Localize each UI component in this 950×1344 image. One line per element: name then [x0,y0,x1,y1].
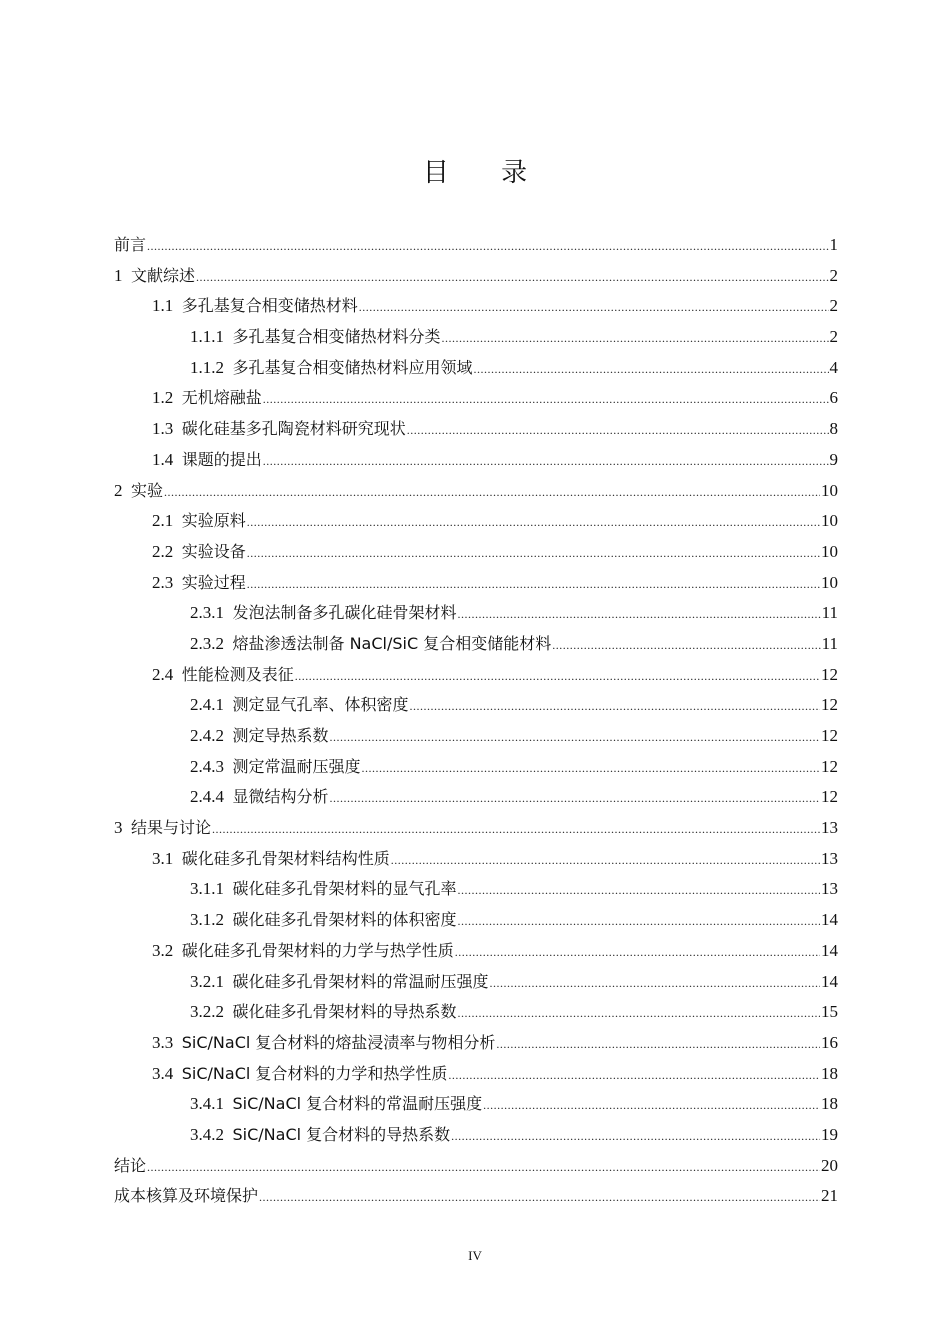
toc-leader-dots [330,783,820,814]
toc-entry-page: 16 [821,1032,838,1052]
toc-leader-dots [451,1121,820,1152]
toc-entry[interactable] [114,322,838,353]
toc-entry-page: 12 [821,787,838,807]
toc-entry-number: 1.1.2 [190,357,224,377]
toc-entry-page: 2 [829,296,838,316]
toc-entry-label [190,629,551,660]
toc-entry[interactable] [114,353,838,384]
toc-entry[interactable] [114,874,838,905]
toc-entry-text: 多孔基复合相变储热材料 [181,296,358,316]
toc-leader-dots [196,262,828,293]
toc-leader-dots [263,384,829,415]
toc-leader-dots [147,1152,820,1183]
toc-entry[interactable] [114,782,838,813]
toc-entry-page: 11 [821,633,838,653]
toc-leader-dots [458,599,821,630]
toc-entry-label [152,660,294,691]
toc-entry-text: 碳化硅多孔骨架材料结构性质 [181,848,390,868]
toc-entry-text: SiC/NaCl 复合材料的导热系数 [232,1124,451,1144]
toc-entry-label [190,905,457,936]
toc-entry-page: 12 [821,695,838,715]
toc-leader-dots [455,937,820,968]
toc-entry[interactable] [114,537,838,568]
toc-entry-number: 3.2 [152,940,174,960]
toc-entry-page: 4 [829,357,838,377]
toc-entry-number: 2.3.2 [190,633,224,653]
toc-entry-page: 21 [821,1186,838,1206]
toc-entry-page: 15 [821,1002,838,1022]
toc-entry-number: 3.4.2 [190,1124,224,1144]
toc-entry-label [152,568,246,599]
toc-entry-label [190,721,329,752]
toc-entry-label [152,537,246,568]
toc-entry-label [152,383,262,414]
toc-entry[interactable] [114,1028,838,1059]
toc-leader-dots [496,1029,820,1060]
toc-entry-number: 2.4.4 [190,787,224,807]
toc-entry-text: 测定常温耐压强度 [232,756,361,776]
toc-entry-label [152,844,390,875]
toc-entry-page: 14 [821,971,838,991]
toc-entry-text: 结论 [114,1155,147,1175]
toc-entry[interactable] [114,230,838,261]
toc-entry-page: 19 [821,1124,838,1144]
toc-entry[interactable] [114,844,838,875]
toc-entry-number: 3.4.1 [190,1094,224,1114]
toc-leader-dots [362,753,820,784]
toc-entry-label [114,476,163,507]
toc-entry-number: 3.1.1 [190,879,224,899]
toc-entry-text: 实验设备 [181,541,246,561]
toc-entry-page: 1 [829,235,838,254]
toc-entry[interactable] [114,1151,838,1182]
toc-entry-label [152,291,358,322]
toc-entry-label [190,598,457,629]
toc-entry[interactable] [114,261,838,292]
toc-entry-text: 课题的提出 [181,449,262,469]
toc-entry-number: 3.2.2 [190,1002,224,1022]
toc-entry-text: 显微结构分析 [232,787,329,807]
toc-entry[interactable] [114,1089,838,1120]
toc-entry[interactable] [114,414,838,445]
toc-leader-dots [458,998,820,1029]
toc-entry-text: 熔盐渗透法制备 NaCl/SiC 复合相变储能材料 [232,633,552,653]
toc-entry-label [114,261,195,292]
toc-entry-label [190,752,361,783]
toc-entry-label [190,1120,450,1151]
toc-entry[interactable] [114,752,838,783]
toc-entry-text: SiC/NaCl 复合材料的力学和热学性质 [181,1063,448,1083]
toc-entry-label [152,1059,447,1090]
toc-entry-number: 2.4.3 [190,756,224,776]
toc-entry-number: 1.1 [152,296,174,316]
toc-entry-text: SiC/NaCl 复合材料的常温耐压强度 [232,1094,483,1114]
toc-entry-text: 多孔基复合相变储热材料分类 [232,327,441,347]
toc-entry-page: 12 [821,756,838,776]
toc-leader-dots [247,569,820,600]
toc-entry-text: 碳化硅多孔骨架材料的导热系数 [232,1002,457,1022]
toc-leader-dots [359,292,829,323]
toc-entry-text: 实验原料 [181,511,246,531]
toc-leader-dots [212,814,820,845]
toc-entry[interactable] [114,598,838,629]
toc-leader-dots [247,538,820,569]
toc-leader-dots [263,446,829,477]
toc-entry-text: 发泡法制备多孔碳化硅骨架材料 [232,603,457,623]
toc-entry[interactable] [114,813,838,844]
toc-entry[interactable] [114,967,838,998]
toc-entry[interactable] [114,1059,838,1090]
toc-entry-page: 13 [821,879,838,899]
toc-entry[interactable] [114,629,838,660]
toc-entry-label [190,322,441,353]
toc-leader-dots [407,415,829,446]
toc-entry-text: SiC/NaCl 复合材料的熔盐浸渍率与物相分析 [181,1032,496,1052]
toc-entry-label [152,936,454,967]
toc-entry-number: 3.1 [152,848,174,868]
toc-entry-text: 多孔基复合相变储热材料应用领域 [232,357,473,377]
toc-entry-label [152,414,406,445]
toc-entry-number: 2.2 [152,541,174,561]
toc-leader-dots [552,630,820,661]
toc-entry-number: 1.4 [152,449,174,469]
toc-entry[interactable] [114,383,838,414]
toc-entry[interactable] [114,1181,838,1212]
toc-leader-dots [474,354,829,385]
toc-entry[interactable] [114,476,838,507]
toc-entry-page: 13 [821,818,838,838]
toc-entry-number: 1.3 [152,419,174,439]
toc-entry[interactable] [114,660,838,691]
toc-entry-text: 测定显气孔率、体积密度 [232,695,409,715]
toc-entry-label [114,813,211,844]
toc-entry[interactable] [114,445,838,476]
toc-entry-number: 2.4.1 [190,695,224,715]
toc-entry-label [152,445,262,476]
toc-entry-text: 文献综述 [131,265,196,285]
toc-entry-page: 12 [821,664,838,684]
toc-entry-text: 结果与讨论 [131,818,212,838]
toc-entry-number: 3.4 [152,1063,174,1083]
toc-entry[interactable] [114,568,838,599]
toc-entry-text: 性能检测及表征 [181,664,294,684]
toc-entry-number: 3.2.1 [190,971,224,991]
toc-entry-label [190,690,409,721]
toc-entry-number: 2.4.2 [190,726,224,745]
toc-leader-dots [458,875,820,906]
toc-entry-number: 1 [114,265,123,285]
toc-entry-page: 12 [821,726,838,745]
toc-entry[interactable] [114,721,838,752]
toc-entry-text: 无机熔融盐 [181,388,262,408]
toc-entry-text: 碳化硅多孔骨架材料的显气孔率 [232,879,457,899]
toc-entry-label [190,782,329,813]
toc-entry-label [190,353,473,384]
toc-entry-text: 测定导热系数 [232,726,329,745]
toc-entry-page: 10 [821,572,838,592]
toc-entry-page: 14 [821,940,838,960]
toc-leader-dots [295,661,820,692]
toc-entry-text: 碳化硅多孔骨架材料的体积密度 [232,910,457,930]
toc-entry-page: 10 [821,511,838,531]
toc-leader-dots [247,507,820,538]
toc-entry-label [190,997,457,1028]
toc-entry-label [190,1089,482,1120]
toc-entry-page: 10 [821,480,838,500]
toc-leader-dots [410,691,820,722]
toc-entry[interactable] [114,506,838,537]
toc-entry[interactable] [114,690,838,721]
toc-entry-page: 11 [821,603,838,623]
toc-entry-text: 成本核算及环境保护 [114,1186,259,1206]
toc-leader-dots [164,477,820,508]
page-title: 目 录 [422,158,550,188]
toc-entry-page: 2 [829,327,838,347]
toc-entry-number: 2.4 [152,664,174,684]
toc-entry-page: 9 [829,449,838,469]
toc-entry-text: 前言 [114,235,147,254]
toc-leader-dots [330,722,820,753]
toc-entry[interactable] [114,905,838,936]
toc-entry-page: 20 [821,1155,838,1175]
toc-leader-dots [458,906,820,937]
toc-entry-label [114,1181,258,1212]
toc-entry-label [190,874,457,905]
toc-entry[interactable] [114,936,838,967]
toc-entry-number: 2.1 [152,511,174,531]
toc-leader-dots [483,1090,820,1121]
toc-entry-number: 3 [114,818,123,838]
toc-entry-text: 实验 [131,480,164,500]
toc-entry-label [152,1028,495,1059]
toc-entry-text: 碳化硅多孔骨架材料的常温耐压强度 [232,971,489,991]
toc-entry-number: 2.3 [152,572,174,592]
toc-entry-page: 13 [821,848,838,868]
toc-entry-label [114,1151,146,1182]
toc-leader-dots [490,968,820,999]
toc-entry-label [114,230,146,261]
toc-entry-page: 14 [821,910,838,930]
toc-entry-label [152,506,246,537]
toc-entry-text: 碳化硅基多孔陶瓷材料研究现状 [181,419,406,439]
toc-entry-number: 2 [114,480,123,500]
toc-entry-number: 1.2 [152,388,174,408]
toc-entry-page: 8 [829,419,838,439]
toc-entry-text: 碳化硅多孔骨架材料的力学与热学性质 [181,940,454,960]
toc-entry[interactable] [114,291,838,322]
table-of-contents [114,230,838,1212]
toc-entry-text: 实验过程 [181,572,246,592]
toc-entry[interactable] [114,997,838,1028]
page-number: IV [468,1248,482,1263]
toc-entry-page: 10 [821,541,838,561]
toc-entry-page: 18 [821,1063,838,1083]
toc-entry-number: 3.1.2 [190,910,224,930]
toc-entry-page: 6 [829,388,838,408]
toc-leader-dots [442,323,829,354]
toc-leader-dots [448,1060,820,1091]
toc-leader-dots [391,845,820,876]
toc-leader-dots [147,231,828,262]
toc-leader-dots [259,1182,820,1213]
toc-entry-page: 2 [829,265,838,285]
toc-entry-number: 2.3.1 [190,603,224,623]
toc-entry-page: 18 [821,1094,838,1114]
toc-entry-number: 3.3 [152,1032,174,1052]
toc-entry-number: 1.1.1 [190,327,224,347]
toc-entry-label [190,967,489,998]
toc-entry[interactable] [114,1120,838,1151]
